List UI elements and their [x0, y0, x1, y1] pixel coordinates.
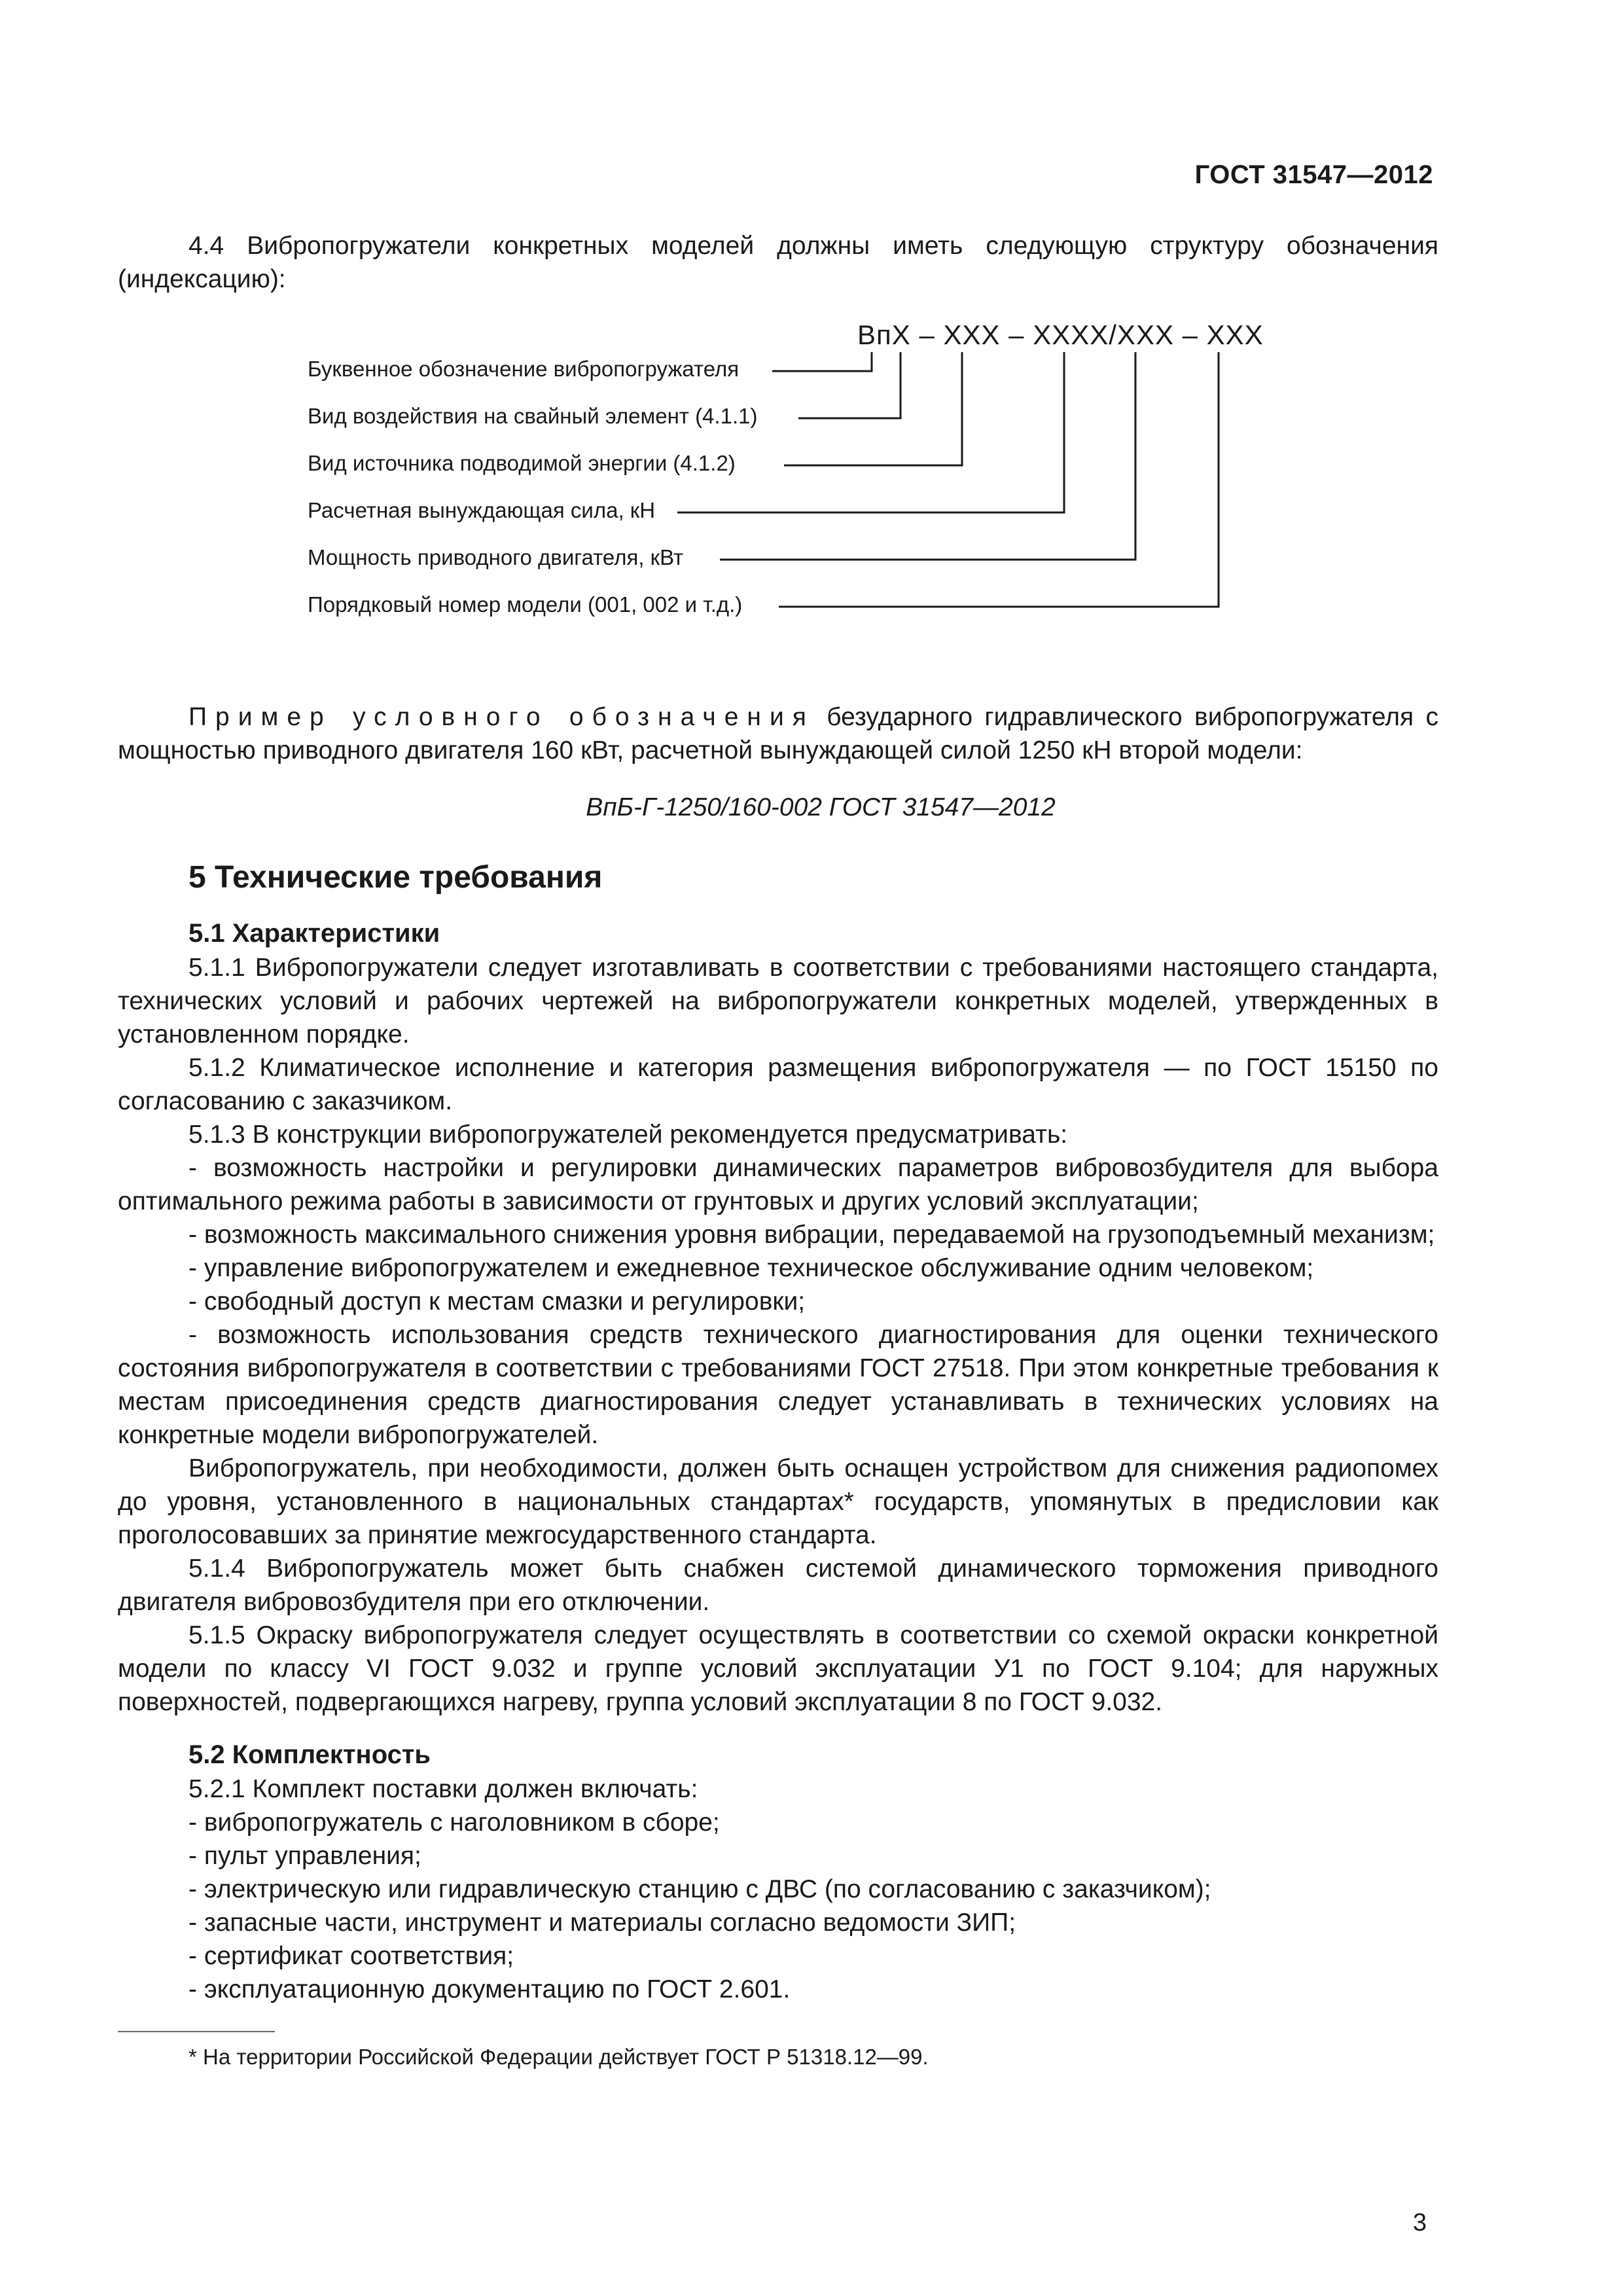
leader-line-1	[772, 352, 872, 371]
section-5-2-heading: 5.2 Комплектность	[188, 1740, 431, 1769]
paragraph-5-1-2: 5.1.2 Климатическое исполнение и категория размещения вибропогружателя — по ГОСТ 15150 по согласованию с заказчиком.	[118, 1054, 1438, 1115]
leader-line-6	[779, 352, 1219, 607]
leader-line-3	[784, 352, 962, 465]
diagram-label-model-number: Порядковый номер модели (001, 002 и т.д.)	[308, 592, 743, 617]
document-header: ГОСТ 31547—2012	[1194, 160, 1433, 189]
paragraph-radio-interference: Вибропогружатель, при необходимости, должен быть оснащен устройством для снижения радиопомех до уровня, установленного в национальных стандартах* государств, упомянутых в предисловии как проголосовавших за принятие межгосударственного стандарта.	[118, 1454, 1438, 1549]
example-spaced-prefix: Пример условного обозначения	[188, 703, 815, 731]
example-text: безударного гидравлического вибропогружателя с мощностью приводного двигателя 160 кВт, расчетной вынуждающей силой 1250 кН второй модели:	[118, 703, 1438, 764]
paragraph-5-1-1: 5.1.1 Вибропогружатели следует изготавливать в соответствии с требованиями настоящего стандарта, технических условий и рабочих чертежей на вибропогружатели конкретных моделей, утвержденных в установленном порядке.	[118, 954, 1438, 1049]
footnote-divider	[118, 2031, 275, 2032]
leader-line-2	[798, 352, 901, 418]
paragraph-4-4: 4.4 Вибропогружатели конкретных моделей должны иметь следующую структуру обозначения (индексацию):	[118, 232, 1438, 293]
diagram-label-force: Расчетная вынуждающая сила, кН	[308, 498, 656, 522]
list-item: - возможность максимального снижения уровня вибрации, передаваемой на грузоподъемный механизм;	[188, 1221, 1435, 1249]
leader-line-5	[720, 352, 1135, 560]
list-item: - эксплуатационную документацию по ГОСТ 2.601.	[188, 1975, 791, 2003]
example-paragraph	[118, 700, 1438, 767]
footnote: * На территории Российской Федерации действует ГОСТ Р 51318.12—99.	[188, 2045, 929, 2069]
list-item: - возможность настройки и регулировки динамических параметров вибровозбудителя для выбора оптимального режима работы в зависимости от грунтовых и других условий эксплуатации;	[118, 1154, 1438, 1215]
diagram-label-power: Мощность приводного двигателя, кВт	[308, 545, 684, 569]
diagram-label-energy: Вид источника подводимой энергии (4.1.2)	[308, 451, 736, 475]
list-item: - вибропогружатель с наголовником в сборе;	[188, 1808, 720, 1837]
list-item: - возможность использования средств технического диагностирования для оценки технического состояния вибропогружателя в соответствии с требованиями ГОСТ 27518. При этом конкретные требования к местам присоединения средств диагностирования следует устанавливать в технических условиях на конкретные модели вибропогружателей.	[118, 1321, 1438, 1449]
diagram-label-impact: Вид воздействия на свайный элемент (4.1.1)	[308, 404, 758, 428]
list-item: - сертификат соответствия;	[188, 1942, 514, 1970]
paragraph-5-1-4: 5.1.4 Вибропогружатель может быть снабжен системой динамического торможения приводного двигателя вибровозбудителя при его отключении.	[118, 1554, 1438, 1616]
list-item: - пульт управления;	[188, 1842, 421, 1870]
list-item: - свободный доступ к местам смазки и регулировки;	[188, 1287, 806, 1316]
paragraph-5-1-5: 5.1.5 Окраску вибропогружателя следует осуществлять в соответствии со схемой окраски конкретной модели по классу VI ГОСТ 9.032 и группе условий эксплуатации У1 по ГОСТ 9.104; для наружных поверхностей, подвергающихся нагреву, группа условий эксплуатации 8 по ГОСТ 9.032.	[118, 1621, 1438, 1716]
section-5-1-heading: 5.1 Характеристики	[188, 919, 440, 948]
designation-code: ВпХ – ХХХ – ХХХХ/ХХХ – ХХХ	[857, 319, 1264, 350]
designation-diagram	[118, 318, 1438, 672]
paragraph-5-1-3: 5.1.3 В конструкции вибропогружателей рекомендуется предусматривать:	[188, 1121, 1068, 1149]
paragraph-5-2-1: 5.2.1 Комплект поставки должен включать:	[188, 1775, 698, 1803]
list-item: - управление вибропогружателем и ежедневное техническое обслуживание одним человеком;	[188, 1254, 1314, 1282]
list-item: - электрическую или гидравлическую станцию с ДВС (по согласованию с заказчиком);	[188, 1875, 1211, 1903]
section-5-heading: 5 Технические требования	[188, 860, 603, 895]
page-content	[118, 229, 1438, 2073]
diagram-label-letter: Буквенное обозначение вибропогружателя	[308, 357, 740, 381]
example-formula: ВпБ-Г-1250/160-002 ГОСТ 31547—2012	[586, 793, 1056, 821]
page-number: 3	[1412, 2209, 1427, 2236]
list-item: - запасные части, инструмент и материалы согласно ведомости ЗИП;	[188, 1909, 1016, 1937]
